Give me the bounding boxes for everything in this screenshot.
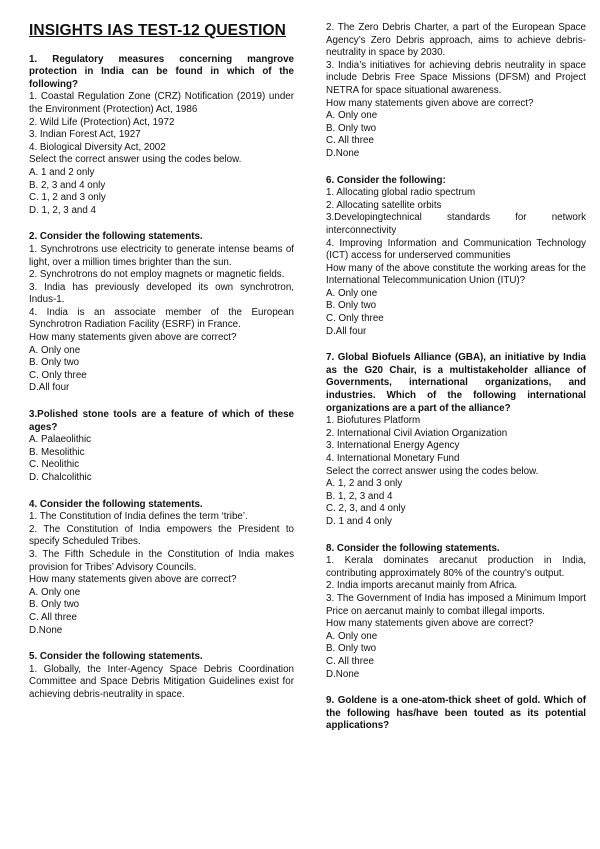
answer-option: B. 1, 2, 3 and 4 (326, 490, 393, 502)
question-statement: 4. Improving Information and Communication Technology (ICT) access for underserved communities (326, 237, 586, 262)
question-stem: 1. Regulatory measures concerning mangrove protection in India can be found in which of the following? (29, 53, 294, 90)
question-stem: 3.Polished stone tools are a feature of which of these ages? (29, 409, 294, 433)
question-statement: 3. International Energy Agency (326, 440, 460, 452)
answer-option: B. Only two (326, 122, 377, 134)
answer-option: A. Only one (326, 287, 378, 299)
question-statement: How many statements given above are correct? (326, 618, 534, 630)
question-statement: 4. Biological Diversity Act, 2002 (29, 141, 166, 153)
answer-option: A. Only one (29, 344, 81, 356)
question-statement: 4. India is an associate member of the European Synchrotron Radiation Facility (ESRF) in France. (29, 306, 294, 331)
answer-option: C. Only three (29, 369, 87, 381)
answer-option: D. 1, 2, 3 and 4 (29, 204, 96, 216)
question-statement: 3. Indian Forest Act, 1927 (29, 129, 141, 141)
answer-option: B. Only two (29, 357, 80, 369)
question-stem: 5. Consider the following statements. (29, 651, 203, 663)
right-question-list (326, 22, 586, 733)
answer-option: D. 1 and 4 only (326, 515, 392, 527)
answer-option: D.All four (326, 325, 367, 337)
question-statement: How many statements given above are correct? (29, 332, 237, 344)
question-statement: 3. The Government of India has imposed a Minimum Import Price on aercanut mainly to combat illegal imports. (326, 592, 586, 617)
question-block (29, 499, 294, 638)
answer-option: C. All three (29, 611, 77, 623)
question-stem: 6. Consider the following: (326, 174, 446, 186)
question-statement: How many statements given above are correct? (326, 97, 534, 109)
right-column (326, 22, 586, 747)
question-statement: 3. India has previously developed its own synchrotron, Indus-1. (29, 281, 294, 306)
answer-option: A. Only one (29, 586, 81, 598)
question-statement: Select the correct answer using the codes below. (326, 465, 539, 477)
answer-option: B. Only two (326, 300, 377, 312)
question-statement: 2. The Zero Debris Charter, a part of the European Space Agency’s Zero Debris approach, aims to achieve debris-neutrality in space by 2030. (326, 22, 586, 59)
question-stem: 7. Global Biofuels Alliance (GBA), an initiative by India as the G20 Chair, is a multistakeholder alliance of Governments, international organizations, and industries. Which of the following international organizations are a part of the alliance? (326, 352, 586, 414)
question-statement: How many of the above constitute the working areas for the International Telecommunication Union (ITU)? (326, 262, 586, 287)
question-statement: 1. Synchrotrons use electricity to generate intense beams of light, over a million times brighter than the sun. (29, 243, 294, 268)
question-statement: 4. International Monetary Fund (326, 453, 460, 464)
question-statement: 2. International Civil Aviation Organization (326, 427, 508, 439)
answer-option: B. Mesolithic (29, 446, 85, 458)
question-statement: How many statements given above are correct? (29, 574, 237, 586)
answer-option: C. 1, 2 and 3 only (29, 192, 106, 204)
question-statement: 3. The Fifth Schedule in the Constitution of India makes provision for Tribes’ Advisory Councils. (29, 548, 294, 573)
question-block (29, 409, 294, 485)
question-statement: 2. Synchrotrons do not employ magnets or magnetic fields. (29, 269, 285, 281)
question-block (326, 352, 586, 528)
answer-option: B. Only two (326, 643, 377, 655)
answer-option: C. 2, 3, and 4 only (326, 503, 406, 515)
answer-option: D. Chalcolithic (29, 472, 92, 483)
question-stem: 8. Consider the following statements. (326, 542, 500, 554)
answer-option: A. 1 and 2 only (29, 166, 95, 178)
answer-option: C. All three (326, 135, 374, 147)
question-block (29, 54, 294, 218)
answer-option: B. Only two (29, 599, 80, 611)
answer-option: C. Only three (326, 313, 384, 325)
question-statement: 1. Coastal Regulation Zone (CRZ) Notification (2019) under the Environment (Protection) Act, 1986 (29, 91, 294, 115)
question-statement: 1. The Constitution of India defines the term ‘tribe’. (29, 511, 248, 523)
question-statement: 2. Wild Life (Protection) Act, 1972 (29, 116, 175, 128)
answer-option: A. Only one (326, 630, 378, 642)
question-block (29, 231, 294, 395)
question-statement: 1. Globally, the Inter-Agency Space Debris Coordination Committee and Space Debris Mitigation Guidelines exist for achieving debris-neutrality in space. (29, 663, 294, 700)
answer-option: B. 2, 3 and 4 only (29, 179, 106, 191)
answer-option: D.None (326, 147, 360, 159)
answer-option: A. 1, 2 and 3 only (326, 478, 403, 490)
question-block (29, 651, 294, 701)
question-block (326, 543, 586, 682)
question-stem: 9. Goldene is a one-atom-thick sheet of gold. Which of the following has/have been touted as its potential applications? (326, 695, 586, 732)
question-statement: 3.Developingtechnical standards for network interconnectivity (326, 212, 586, 236)
question-statement: 2. The Constitution of India empowers the President to specify Scheduled Tribes. (29, 523, 294, 548)
left-column (29, 22, 294, 716)
question-statement: 1. Allocating global radio spectrum (326, 187, 476, 199)
question-block (326, 175, 586, 339)
answer-option: A. Palaeolithic (29, 434, 92, 446)
answer-option: D.All four (29, 382, 70, 394)
answer-option: D.None (29, 624, 63, 636)
question-stem: 2. Consider the following statements. (29, 231, 203, 243)
question-statement: 1. Biofutures Platform (326, 415, 421, 427)
question-block (326, 22, 586, 161)
question-statement: 2. Allocating satellite orbits (326, 199, 442, 211)
question-statement: 2. India imports arecanut mainly from Africa. (326, 580, 518, 592)
left-question-list (29, 54, 294, 702)
document-title: INSIGHTS IAS TEST-12 QUESTION (29, 22, 286, 39)
answer-option: D.None (326, 668, 360, 680)
question-statement: 1. Kerala dominates arecanut production in India, contributing approximately 80% of the country’s output. (326, 555, 586, 579)
answer-option: C. Neolithic (29, 459, 80, 471)
question-statement: Select the correct answer using the codes below. (29, 154, 242, 166)
answer-option: C. All three (326, 655, 374, 667)
question-statement: 3. India’s initiatives for achieving debris neutrality in space include Debris Free Space Missions (DFSM) and Project NETRA for space situational awareness. (326, 59, 586, 96)
question-stem: 4. Consider the following statements. (29, 498, 203, 510)
question-block (326, 695, 586, 733)
answer-option: A. Only one (326, 110, 378, 122)
